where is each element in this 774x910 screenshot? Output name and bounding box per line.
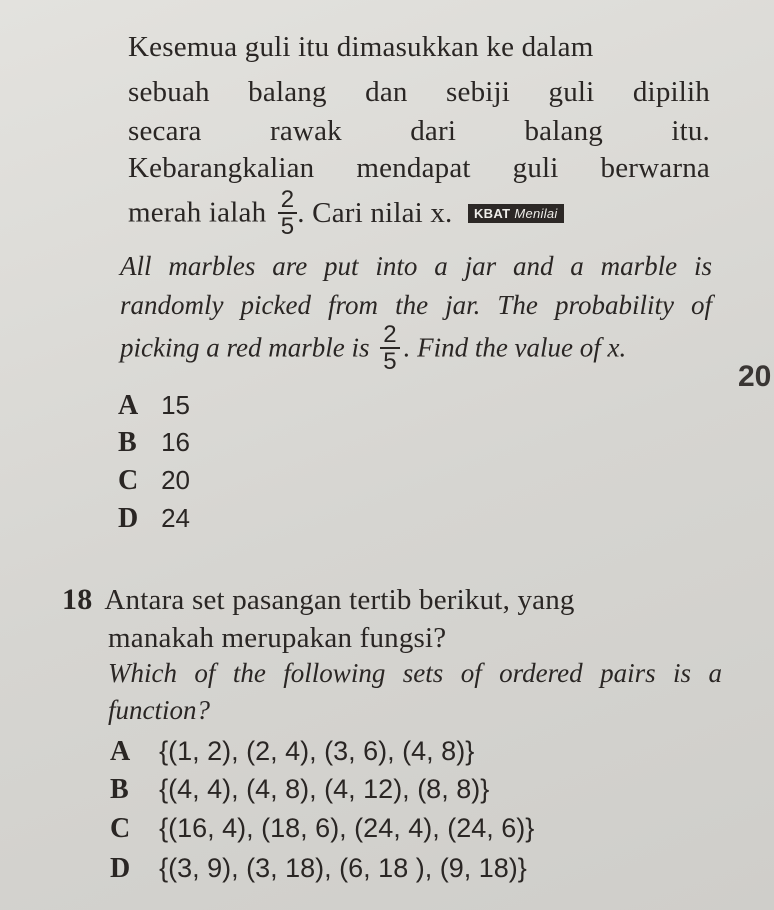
kbat-badge xyxy=(468,204,564,223)
q17-ms-line-3: secara rawak dari balang itu. xyxy=(128,115,710,147)
q17-fraction xyxy=(278,187,298,239)
q17-en-line-3 xyxy=(120,322,626,374)
q17-ms-line-2: sebuah balang dan sebiji guli dipilih xyxy=(128,76,710,108)
margin-page-number: 20 xyxy=(738,360,772,393)
q17-ms-text: Kesemua guli itu dimasukkan ke dalam xyxy=(128,31,594,63)
q18-en-line-2: function? xyxy=(108,695,210,725)
q17-en-line-2: randomly picked from the jar. The probability of xyxy=(120,290,712,320)
q17-en-prefix: picking a red marble is xyxy=(120,332,370,363)
q18-ms-line-2: manakah merupakan fungsi? xyxy=(108,622,447,654)
fraction-denominator: 5 xyxy=(383,348,397,376)
option-value: 15 xyxy=(161,390,191,420)
q18-ms-text: Antara set pasangan tertib berikut, yang xyxy=(104,584,575,616)
q17-en-fraction xyxy=(380,322,399,374)
fraction-denominator: 5 xyxy=(280,213,295,241)
q17-ms-prefix: merah ialah xyxy=(128,196,267,229)
option-letter: A xyxy=(118,390,139,421)
option-value: {(1, 2), (2, 4), (3, 6), (4, 8)} xyxy=(159,736,475,766)
option-value: 16 xyxy=(161,427,191,457)
option-value: 20 xyxy=(161,465,191,495)
option-letter: C xyxy=(110,813,131,844)
q17-option-a[interactable] xyxy=(118,392,190,420)
q17-en-suffix: . Find the value of x. xyxy=(403,332,627,363)
q17-ms-line-5 xyxy=(128,187,564,239)
kbat-badge-main: KBAT xyxy=(473,205,511,221)
q17-option-d[interactable] xyxy=(118,505,190,533)
q18-option-d[interactable] xyxy=(110,855,527,883)
option-letter: A xyxy=(110,736,131,767)
fraction-numerator: 2 xyxy=(380,322,399,349)
q17-en-line-1: All marbles are put into a jar and a marble is xyxy=(120,251,712,281)
q17-ms-line-1 xyxy=(128,33,710,62)
q18-option-b[interactable] xyxy=(110,776,489,804)
q18-ms-line-1 xyxy=(62,585,720,615)
kbat-badge-sub: Menilai xyxy=(514,205,558,221)
option-letter: D xyxy=(118,503,139,534)
option-letter: C xyxy=(118,465,139,496)
q17-ms-suffix: . Cari nilai x. xyxy=(297,196,453,229)
q18-en-line-1: Which of the following sets of ordered pairs is a xyxy=(108,658,722,688)
q17-option-c[interactable] xyxy=(118,467,190,495)
option-value: {(16, 4), (18, 6), (24, 4), (24, 6)} xyxy=(159,813,535,843)
q18-option-a[interactable] xyxy=(110,738,474,766)
q17-ms-line-4: Kebarangkalian mendapat guli berwarna xyxy=(128,152,710,184)
option-letter: D xyxy=(110,853,131,884)
option-value: 24 xyxy=(161,503,191,533)
fraction-numerator: 2 xyxy=(278,187,298,214)
option-letter: B xyxy=(110,774,129,805)
q18-option-c[interactable] xyxy=(110,815,534,843)
option-letter: B xyxy=(118,427,137,458)
option-value: {(4, 4), (4, 8), (4, 12), (8, 8)} xyxy=(159,774,490,804)
q17-option-b[interactable] xyxy=(118,429,190,457)
option-value: {(3, 9), (3, 18), (6, 18 ), (9, 18)} xyxy=(159,853,527,883)
question-number: 18 xyxy=(62,583,93,616)
